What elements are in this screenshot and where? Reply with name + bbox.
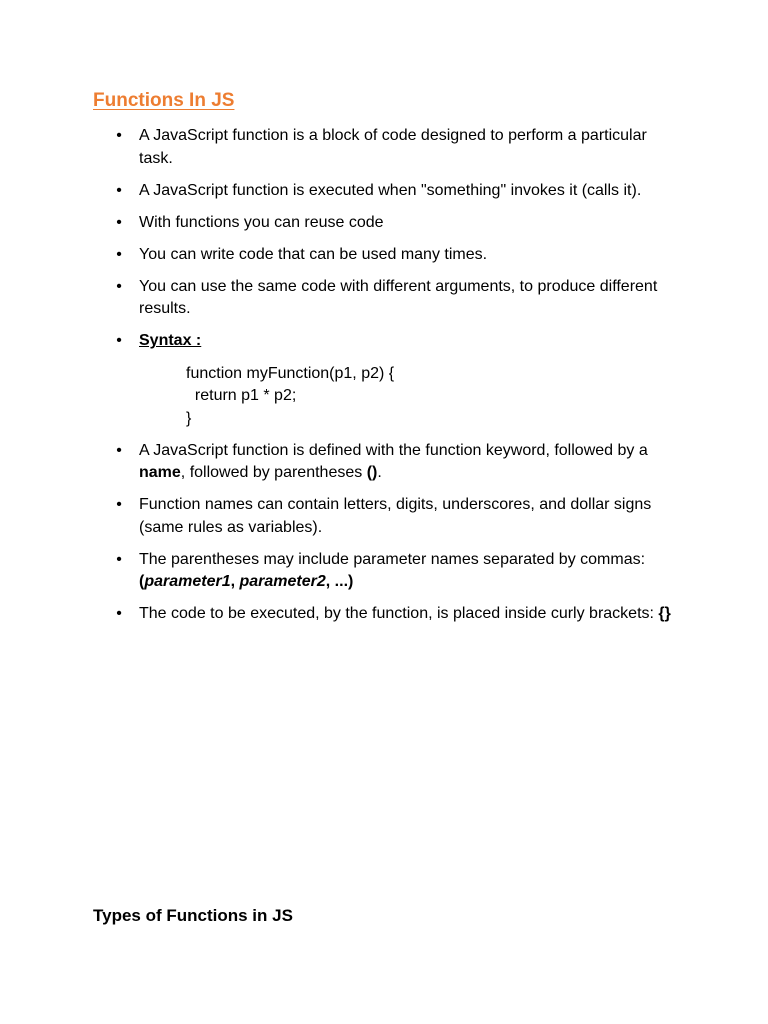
params-text: The parentheses may include parameter names separated by commas: — [139, 550, 646, 568]
document-title: Functions In JS — [93, 90, 235, 111]
list-item-text: You can use the same code with different arguments, to produce different results. — [139, 277, 658, 317]
params-param2: parameter2 — [239, 573, 326, 590]
list-item-text — [139, 605, 671, 622]
list-item-text: A JavaScript function is executed when "something" invokes it (calls it). — [139, 181, 642, 199]
curly-braces: {} — [658, 605, 671, 622]
definition-parens: () — [366, 464, 378, 481]
list-item-text — [139, 442, 648, 482]
list-item-text: A JavaScript function is a block of code designed to perform a particular task. — [139, 127, 647, 167]
bullet-icon: • — [116, 496, 122, 513]
list-item-text: You can write code that can be used many times. — [139, 245, 488, 263]
list-item — [93, 440, 683, 485]
definition-text: . — [377, 464, 382, 481]
bullet-icon: • — [116, 213, 122, 231]
list-item — [93, 125, 683, 170]
code-line: return p1 * p2; — [186, 387, 297, 404]
code-line: function myFunction(p1, p2) { — [186, 364, 395, 382]
definition-text: , followed by parentheses — [180, 464, 367, 481]
params-open-paren: ( — [139, 573, 145, 590]
bullet-icon: • — [116, 605, 122, 622]
bullet-icon: • — [116, 127, 122, 144]
list-item-text — [139, 551, 645, 591]
definition-name-term: name — [139, 464, 181, 481]
curly-text: The code to be executed, by the function, is placed inside curly brackets: — [139, 605, 659, 622]
list-item — [93, 212, 683, 235]
list-item — [93, 244, 683, 267]
list-item — [93, 276, 683, 321]
code-block — [186, 363, 683, 431]
params-param1: parameter1 — [144, 573, 231, 590]
params-rest: , ...) — [325, 573, 354, 590]
bullet-list — [93, 125, 683, 635]
code-line: } — [186, 409, 192, 427]
section-title: Types of Functions in JS — [93, 906, 293, 925]
list-item — [93, 180, 683, 203]
syntax-label: Syntax : — [139, 332, 202, 349]
syntax-item — [93, 330, 683, 430]
list-item — [93, 603, 683, 626]
bullet-icon: • — [116, 441, 122, 459]
definition-text: A JavaScript function is defined with the function keyword, followed by a — [139, 441, 648, 459]
bullet-icon: • — [116, 181, 122, 199]
bullet-icon: • — [116, 277, 122, 295]
bullet-icon: • — [116, 332, 122, 349]
bullet-icon: • — [116, 245, 122, 263]
bullet-icon: • — [116, 550, 122, 568]
list-item-text: Function names can contain letters, digits, underscores, and dollar signs (same rules as variables). — [139, 496, 652, 536]
list-item — [93, 494, 683, 539]
list-item-text: With functions you can reuse code — [139, 213, 384, 231]
list-item — [93, 549, 683, 594]
params-separator: , — [230, 573, 240, 590]
